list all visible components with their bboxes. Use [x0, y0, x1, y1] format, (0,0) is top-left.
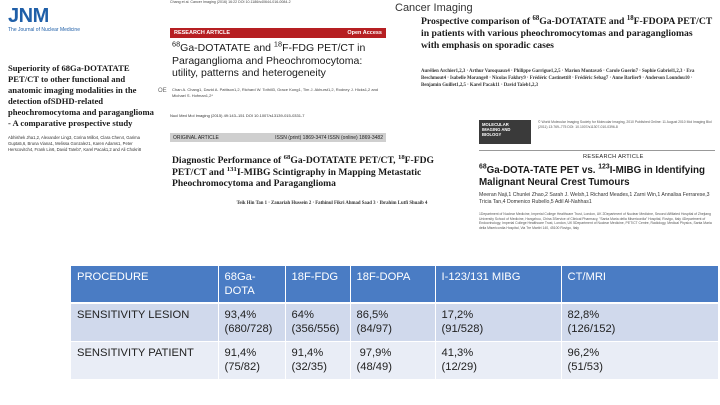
jnm-authors: Abhishek Jha1,2, Alexander Ling3, Corina Millo4, Clara Chen4, Garima Gupta5,6, Bruna Viana1, Melissa Gonzalez1, Karen Adams1, Peter Herscovitch4, Frank Lin6, David Taïeb7, Karel Pacak1,2 and Ali Chokri8 [8, 135, 142, 153]
cancer-imaging-title: $^{68}$Ga-DOTATATE and $^{18}$F-FDG PET/CT in Paraganglioma and Pheochromocytoma: utility, patterns and heterogeneity [172, 39, 366, 79]
table-cell: 91,4% (32/35) [285, 341, 350, 379]
jnm-logo: JNM [8, 5, 49, 27]
table-cell: 64% (356/556) [285, 303, 350, 341]
cancer-imaging-citation: Chang et al. Cancer Imaging (2016) 16:22 DOI 10.1186/s40644-016-0084-2 [170, 0, 291, 4]
nmmi-issn: ISSN (print) 1869-3474 ISSN (online) 1869-3482 [275, 134, 383, 141]
row-label: SENSITIVITY LESION [71, 303, 218, 341]
jnm-article-title: Superiority of 68Ga-DOTATATE PET/CT to other functional and anatomic imaging modalities in the detection ofSDHD-related pheochromocytoma and paraganglioma - A comparative prospective study [8, 63, 154, 128]
cancer-imaging-bar-label: RESEARCH ARTICLE [174, 30, 231, 36]
mib-divider [479, 150, 715, 151]
nmmi-bar-label: ORIGINAL ARTICLE [173, 134, 219, 141]
mib-journal-logo: MOLECULAR IMAGING AND BIOLOGY [479, 120, 531, 144]
table-cell: 91,4% (75/82) [218, 341, 285, 379]
open-access-label: Open Access [347, 30, 382, 36]
nmmi-title: Diagnostic Performance of $^{68}$Ga-DOTATATE PET/CT, $^{18}$F-FDG PET/CT and $^{131}$I-MIBG Scintigraphy in Mapping Metastatic Pheochromocytoma and Paraganglioma [172, 153, 434, 189]
header-procedure: PROCEDURE [71, 266, 218, 303]
nmmi-authors: Teik Hin Tan 1 · Zanariah Hussein 2 · Fathinul Fikri Ahmad Saad 3 · Ibrahim Lutfi Shuaib 4 [236, 201, 428, 206]
cancer-imaging-bar [170, 28, 386, 38]
jnm-side-marker: OE [158, 88, 167, 94]
table-row [71, 341, 719, 379]
table-header-row [71, 266, 719, 303]
table-cell: 86,5% (84/97) [350, 303, 435, 341]
sensitivity-table [71, 266, 719, 380]
nmmi-bar [170, 133, 386, 142]
row-label: SENSITIVITY PATIENT [71, 341, 218, 379]
table-cell: 96,2% (51/53) [561, 341, 719, 379]
table-cell: 17,2% (91/528) [435, 303, 561, 341]
mib-reference: © World Molecular Imaging Society for Molecular Imaging, 2010 Published Online: 11 August 2010 Mol Imaging Biol (2011) 13:769–775 DOI: 10.1007/s11307-010-0396-8 [538, 120, 712, 129]
header-ga-dota: 68Ga-DOTA [218, 266, 285, 303]
nmmi-citation: Nucl Med Mol Imaging (2015) 49:143–151 DOI 10.1007/s13139-015-0331-7 [170, 113, 305, 118]
table-row [71, 303, 719, 341]
header-ct-mri: CT/MRI [561, 266, 719, 303]
mib-title: $^{68}$Ga-DOTA-TATE PET vs. $^{123}$I-MIBG in Identifying Malignant Neural Crest Tumours [479, 163, 705, 188]
mib-article-type: RESEARCH ARTICLE [583, 154, 644, 160]
prospective-title: Prospective comparison of $^{68}$Ga-DOTATATE and $^{18}$F-FDOPA PET/CT in patients with various pheochromocytomas and paragangliomas with emphasis on sporadic cases [421, 14, 713, 51]
table-cell: 41,3% (12/29) [435, 341, 561, 379]
header-fdg: 18F-FDG [285, 266, 350, 303]
mib-authors: Meeran Naji,1 Chunlei Zhao,2 Sarah J. Welsh,1 Richard Meades,1 Zarni Win,1 Annalisa Ferrarese,3 Tricia Tan,4 Domenico Rubello,5 Adil Al-Nahhas1 [479, 192, 710, 205]
prospective-authors: Aurélien Archier1,2,3 · Arthur Varoquaux4 · Philippe Garrigue1,2,5 · Marion Montava6 · Carole Guerin7 · Sophie Gabriel1,2,3 · Eva Beschmout4 · Isabelle Morange8 · Nicolas Fakhry9 · Frédéric Castinetti8 · Frédéric Sebag7 · Anne Barlier9 · Anderson Loundou10 · Benjamin Guillet1,2,5 · Karel Pacak11 · David Taïeb1,2,3 [421, 69, 695, 89]
cancer-imaging-authors: Chan A. Chang1, David A. Pattison1,2, Richard W. Tothill3, Grace Kong1, Tim J. Akhurst1,2, Rodney J. Hicks1,2 and Michael S. Hofman1,2* [172, 87, 379, 98]
jnm-journal-name: The Journal of Nuclear Medicine [8, 27, 80, 33]
table-cell: 82,8% (126/152) [561, 303, 719, 341]
table-cell: 97,9% (48/49) [350, 341, 435, 379]
cancer-imaging-journal: Cancer Imaging [395, 2, 473, 14]
mib-affiliations: 1Department of Nuclear Medicine, Imperial College Healthcare Trust, London, UK 2Department of Nuclear Medicine, Second Affiliated Hospital of Zhejiang University School of Medicine, Hangzhou, China 3Service of Clinical Pharmacy, "Santa Maria della Misericordia" Hospital, Rovigo, Italy 4Department of Endocrinology, Imperial College Healthcare Trust, London, UK 5Department of Nuclear Medicine, PET/CT Centre, Radiology, Medical Physics, Santa Maria della Misericordia Hospital, Via Tre Martiri 140, 45100 Rovigo, Italy [479, 212, 712, 231]
table-cell: 93,4% (680/728) [218, 303, 285, 341]
jnm-clipping [8, 6, 156, 242]
header-dopa: 18F-DOPA [350, 266, 435, 303]
header-mibg: I-123/131 MIBG [435, 266, 561, 303]
